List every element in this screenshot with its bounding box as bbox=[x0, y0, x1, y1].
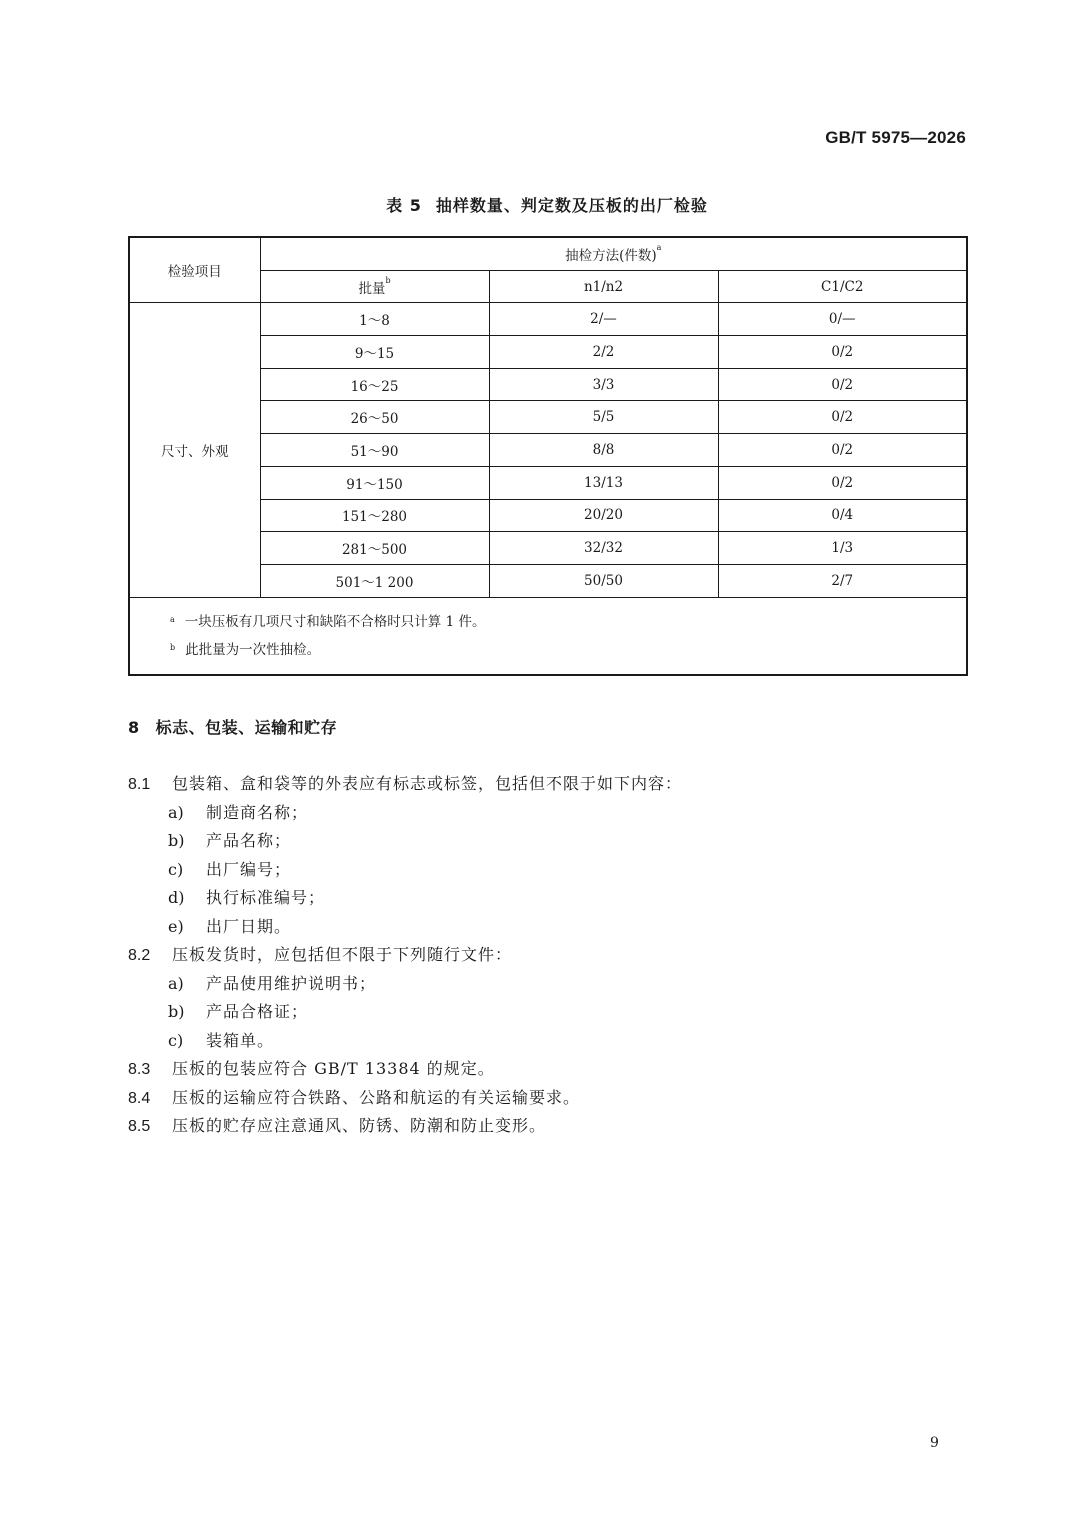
list-item bbox=[128, 970, 968, 999]
cell-c: 1/3 bbox=[718, 532, 967, 565]
header-batch bbox=[260, 270, 489, 303]
footnotes-cell bbox=[129, 597, 967, 675]
cell-n: 32/32 bbox=[489, 532, 718, 565]
clause-number: 8.2 bbox=[128, 947, 151, 964]
sampling-table bbox=[128, 236, 968, 676]
list-item bbox=[128, 998, 968, 1027]
footnote-b bbox=[170, 636, 966, 664]
list-item-letter: e) bbox=[168, 916, 184, 936]
cell-n: 13/13 bbox=[489, 466, 718, 499]
clause-text: 包装箱、盒和袋等的外表应有标志或标签，包括但不限于如下内容： bbox=[172, 774, 683, 793]
cell-c: 0/2 bbox=[718, 401, 967, 434]
cell-batch: 26～50 bbox=[260, 401, 489, 434]
footnote-mark-a: a bbox=[170, 614, 175, 624]
list-item-text: 执行标准编号； bbox=[206, 888, 326, 907]
list-item bbox=[128, 913, 968, 942]
clause-number: 8.5 bbox=[128, 1118, 151, 1135]
standard-number: GB/T 5975—2026 bbox=[825, 128, 966, 147]
list-item bbox=[128, 1027, 968, 1056]
clause-8-1 bbox=[128, 770, 968, 799]
footnote-text-a: 一块压板有几项尺寸和缺陷不合格时只计算 1 件。 bbox=[184, 613, 486, 630]
clause-text: 压板发货时，应包括但不限于下列随行文件： bbox=[172, 945, 513, 964]
clause-8-2 bbox=[128, 941, 968, 970]
clause-8-4 bbox=[128, 1084, 968, 1113]
list-item-text: 产品合格证； bbox=[206, 1002, 309, 1021]
header-sampling-method-label: 抽检方法(件数) bbox=[565, 247, 657, 264]
list-item-letter: a) bbox=[168, 802, 184, 822]
cell-batch: 501～1 200 bbox=[260, 564, 489, 597]
section-title: 标志、包装、运输和贮存 bbox=[155, 718, 338, 737]
list-item bbox=[128, 799, 968, 828]
section-heading bbox=[128, 715, 337, 738]
header-inspection-item: 检验项目 bbox=[129, 237, 260, 303]
list-item-text: 产品名称； bbox=[206, 831, 292, 850]
cell-n: 50/50 bbox=[489, 564, 718, 597]
table-title: 抽样数量、判定数及压板的出厂检验 bbox=[435, 196, 708, 215]
footnote-ref-a: a bbox=[656, 242, 662, 252]
list-item bbox=[128, 856, 968, 885]
list-item-letter: c) bbox=[168, 1030, 184, 1050]
cell-batch: 151～280 bbox=[260, 499, 489, 532]
cell-c: 0/2 bbox=[718, 368, 967, 401]
cell-n: 2/2 bbox=[489, 336, 718, 369]
cell-c: 0/4 bbox=[718, 499, 967, 532]
list-item-letter: c) bbox=[168, 859, 184, 879]
cell-n: 5/5 bbox=[489, 401, 718, 434]
table-header-row bbox=[129, 237, 967, 270]
list-item-text: 出厂日期。 bbox=[206, 916, 292, 936]
list-item-letter: b) bbox=[168, 831, 185, 850]
clause-text: 压板的运输应符合铁路、公路和航运的有关运输要求。 bbox=[172, 1087, 581, 1107]
list-item-text: 出厂编号； bbox=[206, 859, 292, 879]
list-item-letter: a) bbox=[168, 973, 184, 993]
list-item bbox=[128, 884, 968, 913]
footnote-a bbox=[170, 608, 966, 636]
table-caption bbox=[0, 193, 1080, 216]
list-item-text: 制造商名称； bbox=[206, 802, 309, 822]
list-item bbox=[128, 827, 968, 856]
cell-c: 0/2 bbox=[718, 434, 967, 467]
header-c1-c2: C1/C2 bbox=[718, 270, 967, 303]
footnote-mark-b: b bbox=[170, 642, 176, 652]
cell-c: 2/7 bbox=[718, 564, 967, 597]
cell-batch: 281～500 bbox=[260, 532, 489, 565]
table-number: 表 5 bbox=[386, 196, 422, 215]
cell-batch: 16～25 bbox=[260, 368, 489, 401]
clause-text: 压板的包装应符合 GB/T 13384 的规定。 bbox=[172, 1059, 495, 1078]
header-sampling-method bbox=[260, 237, 967, 270]
row-group-size-appearance: 尺寸、外观 bbox=[129, 303, 260, 597]
cell-n: 2/— bbox=[489, 303, 718, 336]
section-number: 8 bbox=[128, 718, 140, 737]
clause-number: 8.3 bbox=[128, 1061, 151, 1078]
clause-8-3 bbox=[128, 1055, 968, 1084]
page-number: 9 bbox=[930, 1435, 939, 1451]
header-batch-label: 批量 bbox=[358, 280, 386, 297]
footnote-ref-b: b bbox=[385, 275, 391, 285]
table-footnotes bbox=[129, 597, 967, 675]
cell-batch: 9～15 bbox=[260, 336, 489, 369]
list-item-text: 产品使用维护说明书； bbox=[206, 973, 377, 993]
clause-number: 8.1 bbox=[128, 776, 151, 793]
cell-c: 0/2 bbox=[718, 336, 967, 369]
list-item-text: 装箱单。 bbox=[206, 1030, 275, 1050]
list-item-letter: b) bbox=[168, 1002, 185, 1021]
cell-c: 0/— bbox=[718, 303, 967, 336]
footnote-text-b: 此批量为一次性抽检。 bbox=[185, 641, 321, 658]
cell-batch: 51～90 bbox=[260, 434, 489, 467]
cell-c: 0/2 bbox=[718, 466, 967, 499]
section-body bbox=[128, 770, 968, 1141]
clause-number: 8.4 bbox=[128, 1089, 151, 1107]
cell-n: 8/8 bbox=[489, 434, 718, 467]
clause-8-5 bbox=[128, 1112, 968, 1141]
table-row bbox=[129, 303, 967, 336]
clause-text: 压板的贮存应注意通风、防锈、防潮和防止变形。 bbox=[172, 1116, 547, 1135]
cell-batch: 91～150 bbox=[260, 466, 489, 499]
cell-batch: 1～8 bbox=[260, 303, 489, 336]
list-item-letter: d) bbox=[168, 888, 185, 907]
cell-n: 3/3 bbox=[489, 368, 718, 401]
header-n1-n2: n1/n2 bbox=[489, 270, 718, 303]
cell-n: 20/20 bbox=[489, 499, 718, 532]
